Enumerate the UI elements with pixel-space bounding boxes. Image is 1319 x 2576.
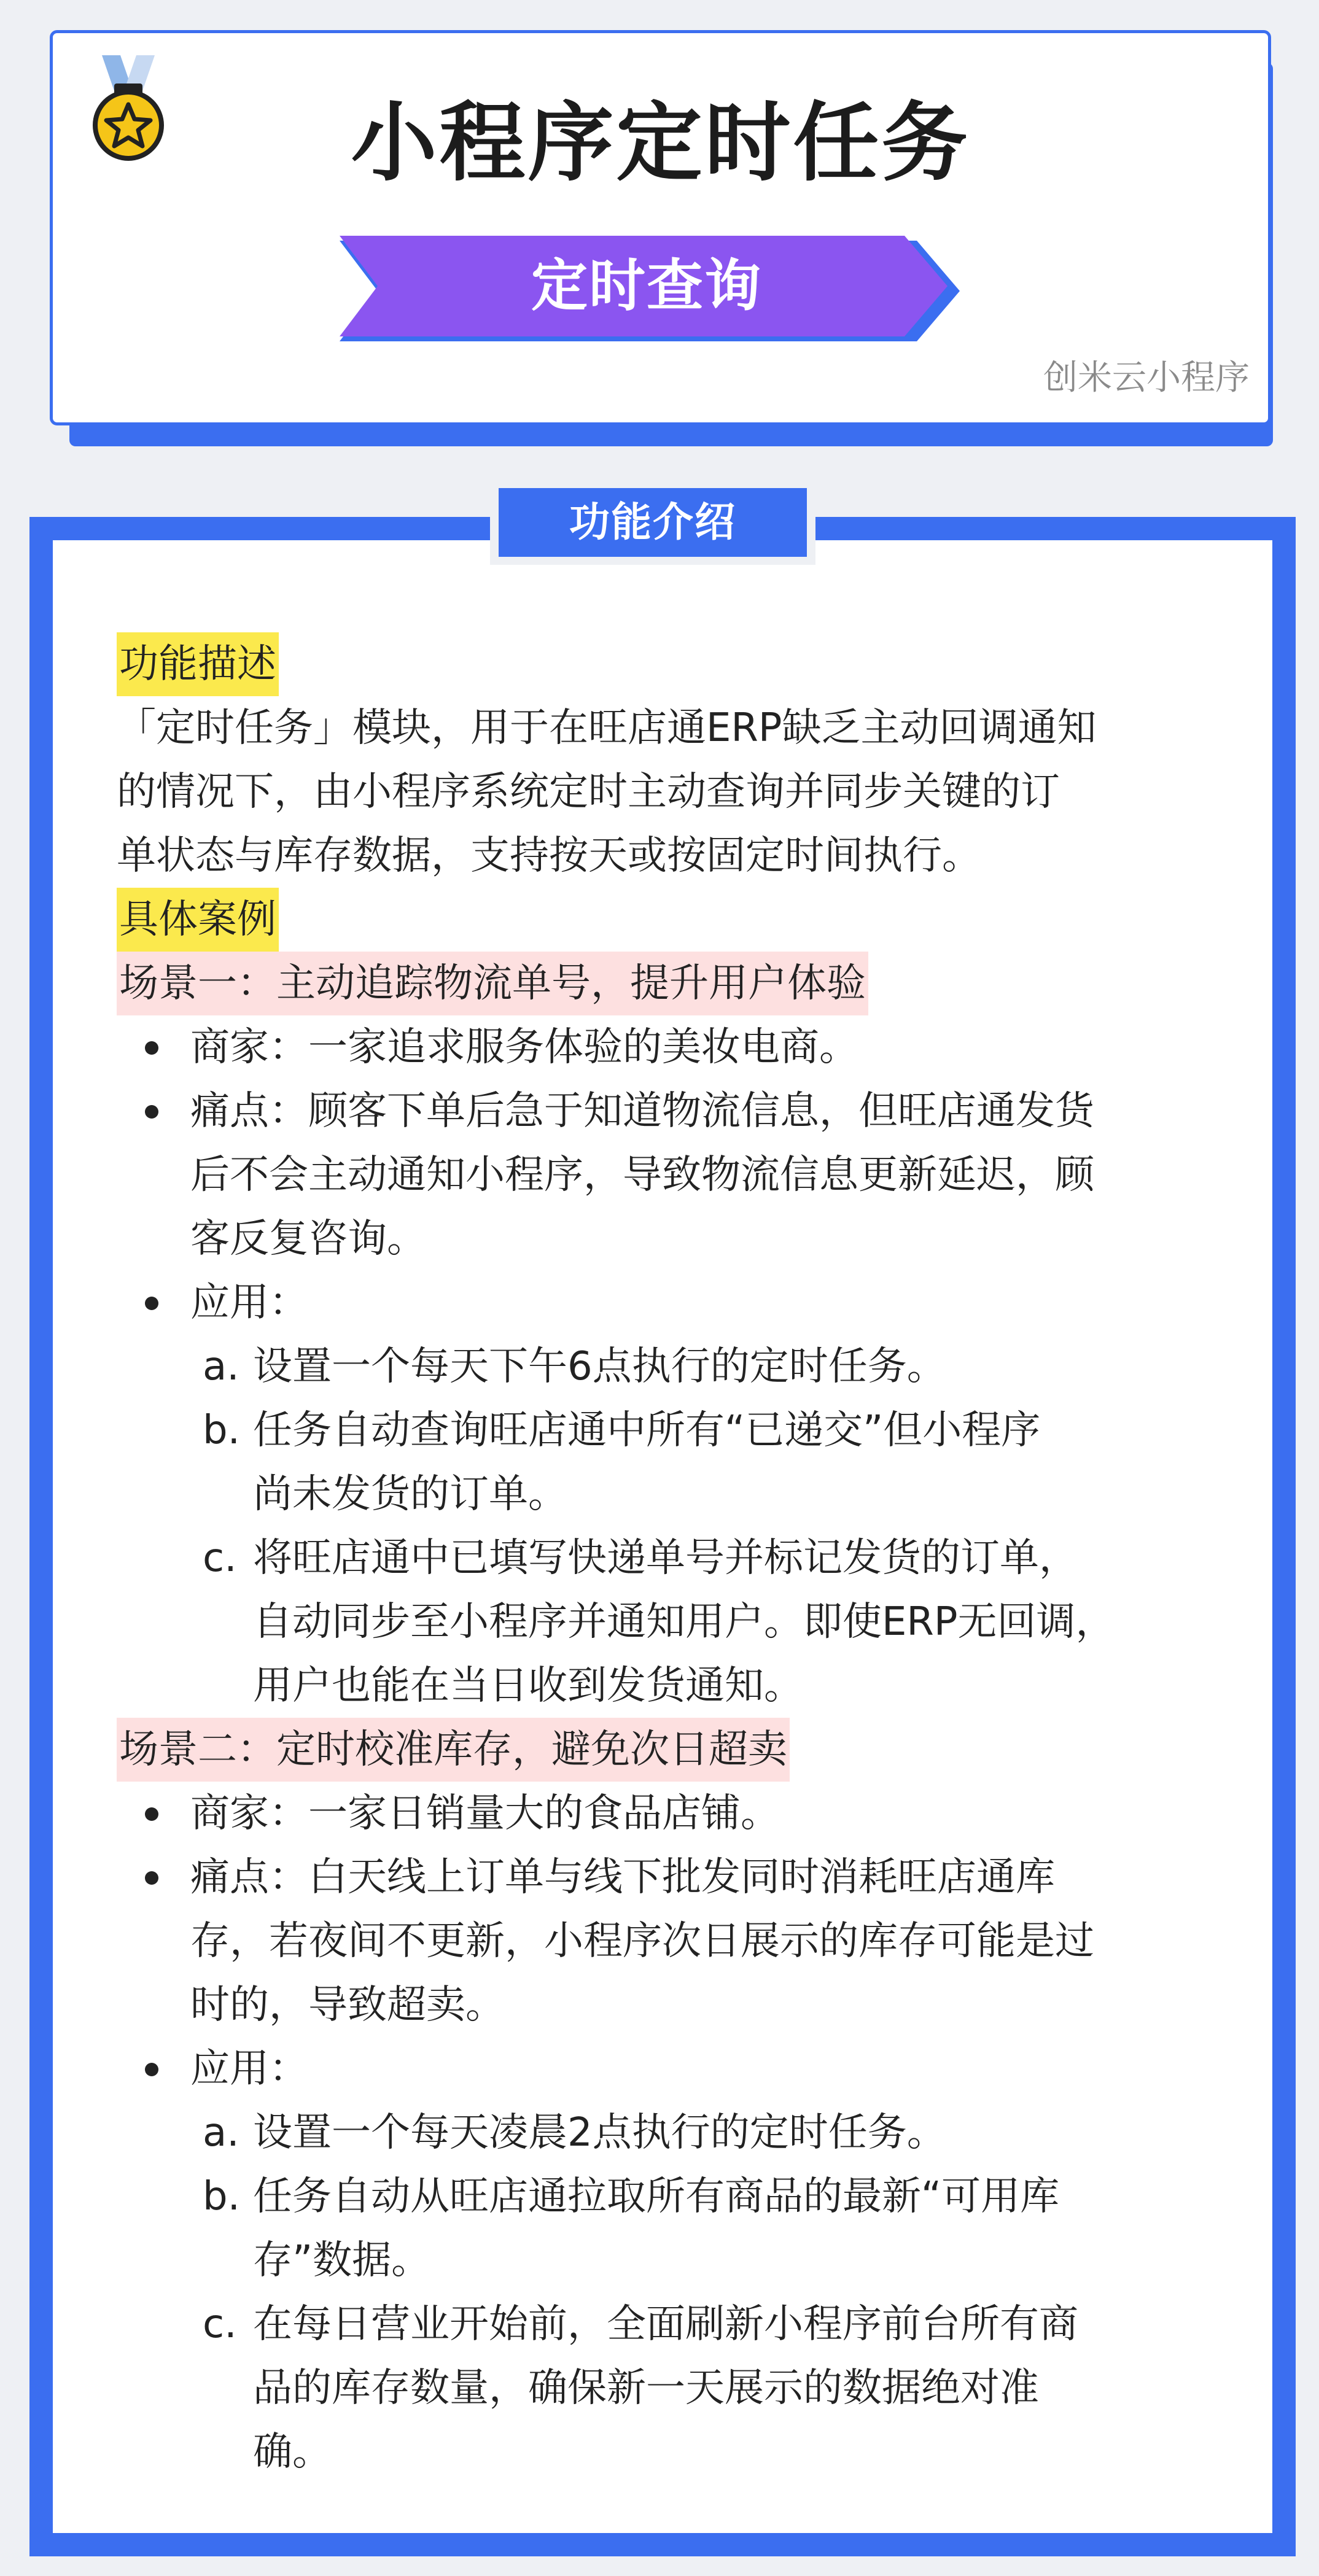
description-line: 「定时任务」模块，用于在旺店通ERP缺乏主动回调通知	[117, 705, 1097, 751]
step-line: 将旺店通中已填写快递单号并标记发货的订单，	[253, 1535, 1078, 1581]
bullet-icon	[145, 1297, 158, 1310]
step-marker: a.	[203, 1344, 239, 1389]
subtitle-ribbon	[340, 236, 960, 346]
section-tab	[490, 488, 815, 565]
bullet-item	[117, 1782, 1222, 1845]
step-item	[117, 1526, 1222, 1718]
bullet-item	[117, 1845, 1222, 2037]
description-line: 单状态与库存数据，支持按天或按固定时间执行。	[117, 833, 981, 879]
bullet-line: 商家：一家追求服务体验的美妆电商。	[190, 1025, 858, 1070]
cases-heading: 具体案例	[117, 888, 279, 952]
description-paragraph	[117, 696, 1222, 888]
step-line: 用户也能在当日收到发货通知。	[253, 1663, 803, 1709]
content-body	[117, 632, 1222, 2484]
step-marker: c.	[203, 2302, 237, 2347]
scenario-bullets	[117, 1015, 1222, 1335]
bullet-icon	[145, 2063, 158, 2076]
step-line: 确。	[253, 2429, 332, 2475]
brand-label: 创米云小程序	[1043, 358, 1250, 398]
description-line: 的情况下，由小程序系统定时主动查询并同步关键的订	[117, 769, 1060, 815]
step-marker: b.	[203, 2174, 240, 2219]
step-line: 在每日营业开始前，全面刷新小程序前台所有商	[253, 2302, 1078, 2347]
bullet-item	[117, 2037, 1222, 2101]
step-marker: a.	[203, 2110, 239, 2155]
scenario-title: 场景二：定时校准库存，避免次日超卖	[117, 1718, 790, 1782]
step-line: 设置一个每天凌晨2点执行的定时任务。	[253, 2110, 946, 2155]
step-item	[117, 2165, 1222, 2292]
scenario-title: 场景一：主动追踪物流单号，提升用户体验	[117, 952, 868, 1015]
bullet-icon	[145, 1871, 158, 1885]
step-line: 品的库存数量，确保新一天展示的数据绝对准	[253, 2365, 1039, 2411]
scenario-steps	[117, 2101, 1222, 2484]
bullet-item	[117, 1015, 1222, 1079]
subtitle-label: 定时查询	[531, 253, 762, 319]
bullet-line: 存，若夜间不更新，小程序次日展示的库存可能是过	[190, 1918, 1094, 1964]
step-marker: c.	[203, 1535, 237, 1581]
step-line: 任务自动查询旺店通中所有“已递交”但小程序	[253, 1408, 1041, 1453]
bullet-line: 后不会主动通知小程序，导致物流信息更新延迟，顾	[190, 1152, 1094, 1198]
step-line: 尚未发货的订单。	[253, 1472, 567, 1517]
step-line: 设置一个每天下午6点执行的定时任务。	[253, 1344, 946, 1389]
step-line: 自动同步至小程序并通知用户。即使ERP无回调，	[253, 1599, 1115, 1645]
bullet-line: 应用：	[190, 1280, 308, 1325]
step-item	[117, 1399, 1222, 1526]
step-item	[117, 1335, 1222, 1399]
bullet-icon	[145, 1105, 158, 1119]
bullet-icon	[145, 1041, 158, 1055]
page-title: 小程序定时任务	[351, 93, 970, 193]
bullet-line: 商家：一家日销量大的食品店铺。	[190, 1791, 780, 1836]
description-heading: 功能描述	[117, 632, 279, 696]
bullet-line: 时的，导致超卖。	[190, 1982, 505, 2028]
bullet-line: 客反复咨询。	[190, 1216, 426, 1262]
step-line: 任务自动从旺店通拉取所有商品的最新“可用库	[253, 2174, 1060, 2219]
bullet-icon	[145, 1807, 158, 1821]
step-marker: b.	[203, 1408, 240, 1453]
section-tab-label: 功能介绍	[499, 488, 807, 557]
step-line: 存”数据。	[253, 2238, 431, 2283]
step-item	[117, 2101, 1222, 2165]
step-item	[117, 2292, 1222, 2484]
bullet-line: 痛点：白天线上订单与线下批发同时消耗旺店通库	[190, 1855, 1055, 1900]
scenario-bullets	[117, 1782, 1222, 2101]
header-card	[50, 30, 1271, 425]
bullet-line: 应用：	[190, 2046, 308, 2092]
bullet-item	[117, 1271, 1222, 1335]
bullet-item	[117, 1079, 1222, 1271]
scenario-steps	[117, 1335, 1222, 1718]
bullet-line: 痛点：顾客下单后急于知道物流信息，但旺店通发货	[190, 1088, 1094, 1134]
